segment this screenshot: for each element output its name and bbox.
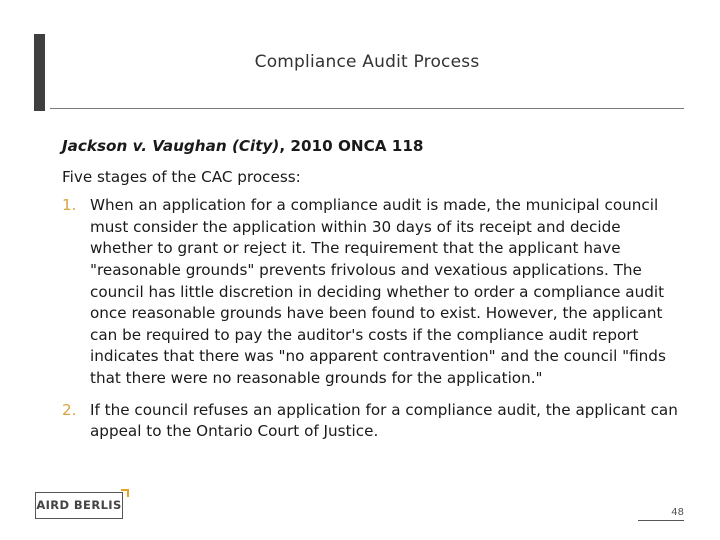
case-name: Jackson v. Vaughan (City): [62, 137, 280, 155]
case-reference: , 2010 ONCA 118: [279, 137, 424, 155]
case-citation: [62, 136, 682, 158]
list-item-number: 1.: [62, 196, 77, 215]
list-item-text: When an application for a compliance audit is made, the municipal council must consider the application within 30 days of its receipt and decide whether to grant or reject it. The requirement that the applicant have "reasonable grounds" prevents frivolous and vexatious applications. The council has little discretion in deciding whether to order a compliance audit once reasonable grounds have been found to exist. However, the applicant can be required to pay the auditor's costs if the compliance audit report indicates that there was "no apparent contravention" and the council "finds that there were no reasonable grounds for the application.": [90, 196, 666, 387]
title-accent-bar: [34, 34, 45, 111]
page-number: 48: [671, 507, 684, 518]
page-number-underline: [638, 520, 684, 521]
list-item: [62, 195, 682, 389]
list-item-number: 2.: [62, 400, 77, 419]
title-divider: [50, 108, 684, 109]
slide-title: Compliance Audit Process: [254, 52, 480, 72]
list-item-text: If the council refuses an application for a compliance audit, the applicant can appeal to the Ontario Court of Justice.: [90, 400, 678, 441]
list-item: [62, 400, 682, 443]
logo-text: AIRD BERLIS: [36, 498, 122, 512]
company-logo: [35, 489, 129, 521]
slide-content: [62, 136, 682, 453]
stages-list: [62, 195, 682, 443]
intro-text: Five stages of the CAC process:: [62, 167, 301, 186]
